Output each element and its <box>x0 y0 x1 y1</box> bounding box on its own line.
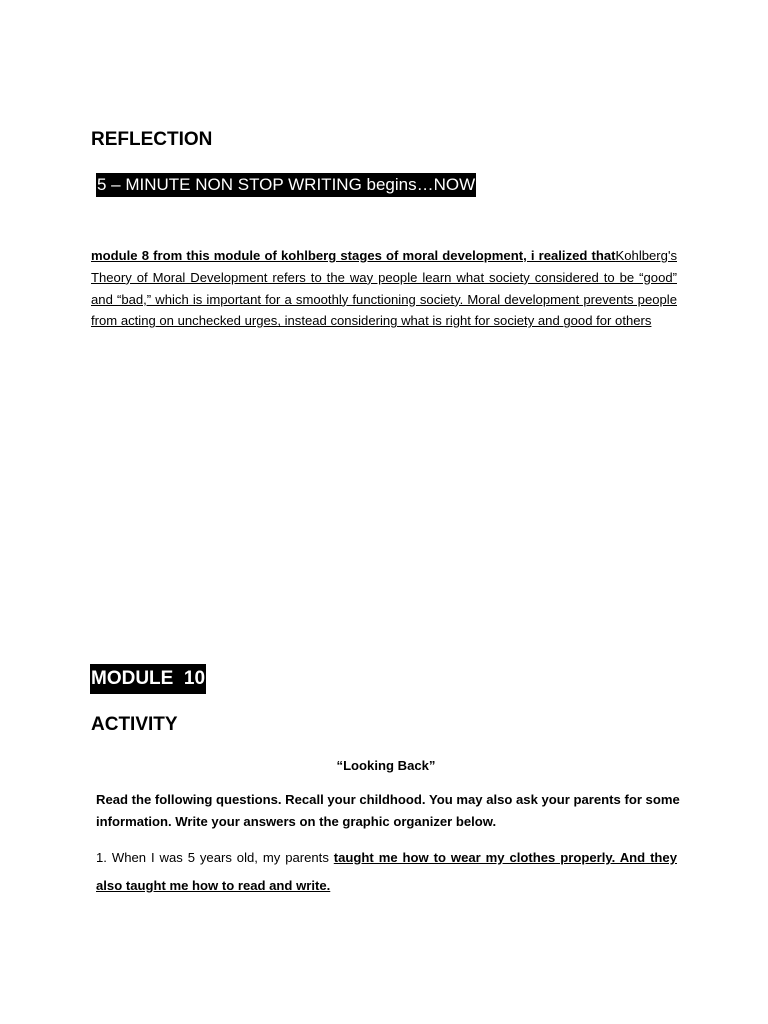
activity-instructions: Read the following questions. Recall your childhood. You may also ask your parents for some information. Write your answers on the graphic organizer below. <box>96 792 680 829</box>
question-1 <box>96 844 677 900</box>
writing-prompt-banner: 5 – MINUTE NON STOP WRITING begins…NOW <box>96 173 476 197</box>
module-label-banner: MODULE 10 <box>90 664 206 694</box>
question-1-prompt: 1. When I was 5 years old, my parents <box>96 850 334 865</box>
reflection-paragraph <box>91 245 677 332</box>
reflection-lead: module 8 from this module of kohlberg stages of moral development, i realized that <box>91 248 616 263</box>
question-1-answer: taught me how to wear my clothes properly. And they also taught me how to read and write. <box>96 850 677 893</box>
reflection-text: Kohlberg's Theory of Moral Development refers to the way people learn what society considered to be “good” and “bad,” which is important for a smoothly functioning society. Moral development prevents people from acting on unchecked urges, instead considering what is right for society and good for others <box>91 248 677 329</box>
activity-heading: ACTIVITY <box>91 714 178 735</box>
reflection-heading: REFLECTION <box>91 129 213 150</box>
activity-title: “Looking Back” <box>336 758 436 773</box>
